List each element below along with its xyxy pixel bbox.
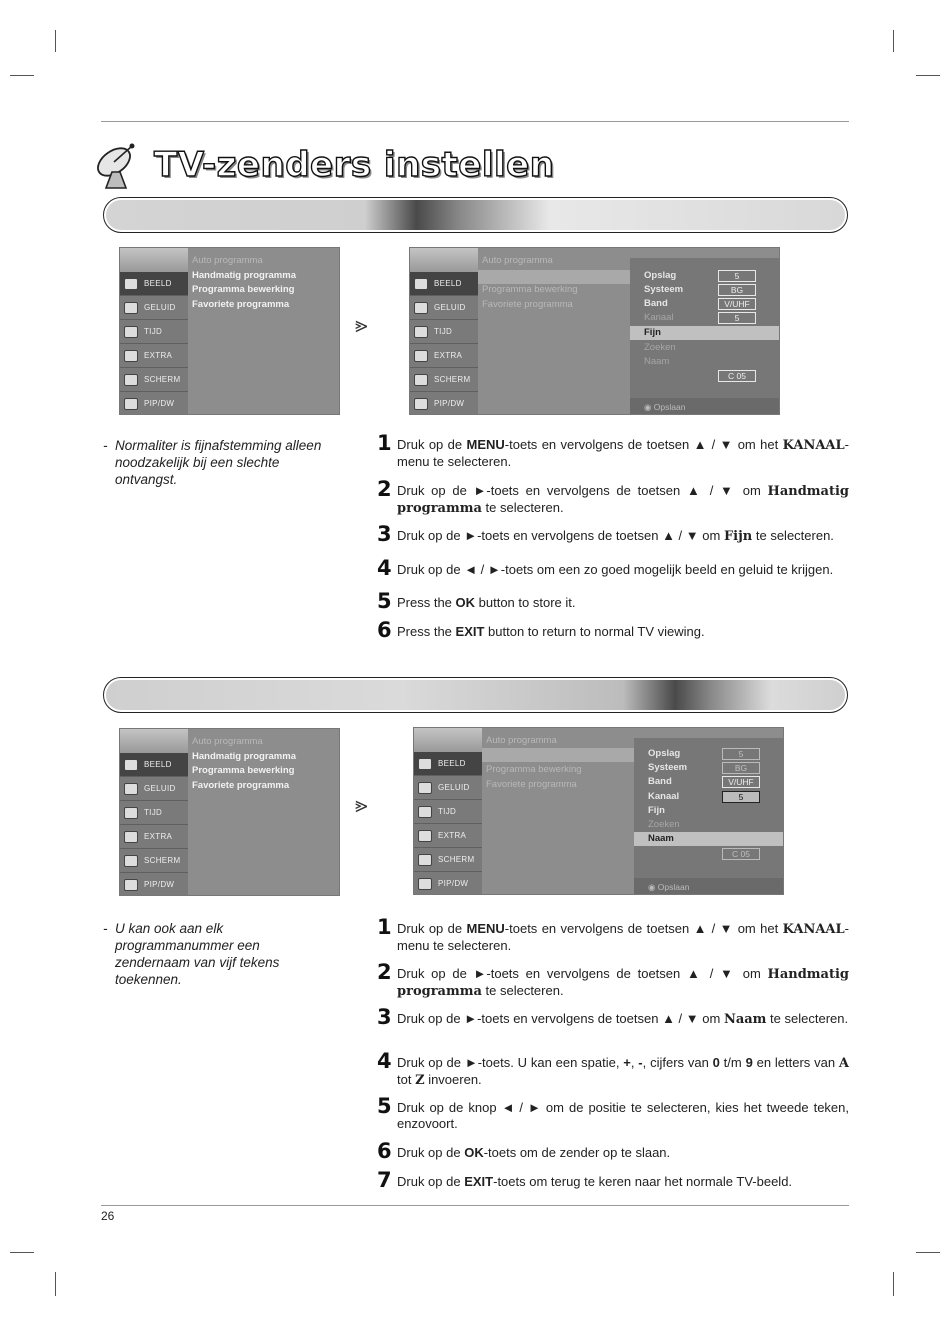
sidebar-item-pipdw: PIP/DW <box>120 873 188 896</box>
menu-item-favoriete-programma: Favoriete programma <box>482 298 573 310</box>
menu-item-favoriete-programma: Favoriete programma <box>192 779 290 791</box>
submenu-systeem: Systeem <box>644 284 684 295</box>
satellite-dish-icon <box>92 138 144 192</box>
step-1: 1 Druk op de MENU-toets en vervolgens de toetsen ▲ / ▼ om het KANAAL-menu te selecteren. <box>377 915 849 953</box>
menu-item-auto-programma: Auto programma <box>192 255 263 266</box>
opslag-value: 5 <box>718 270 756 282</box>
sidebar-item-pipdw: PIP/DW <box>410 392 478 415</box>
wrench-icon <box>414 350 428 362</box>
band-value: V/UHF <box>722 776 760 788</box>
sidebar-item-pipdw: PIP/DW <box>414 872 482 895</box>
menu-item-programma-bewerking: Programma bewerking <box>482 284 578 295</box>
main-menu-list <box>486 734 582 792</box>
menu-sidebar <box>120 248 188 414</box>
page-title: TV-zenders instellen <box>154 145 555 185</box>
tv-submenu-screenshot <box>413 727 784 895</box>
menu-item-programma-bewerking: Programma bewerking <box>192 765 295 776</box>
crop-mark <box>55 30 56 52</box>
sidebar-item-tijd: TIJD <box>120 801 188 825</box>
bottom-rule <box>101 1205 849 1206</box>
clock-icon <box>418 806 432 818</box>
speaker-icon <box>414 302 428 314</box>
pip-icon <box>124 398 138 410</box>
menu-item-favoriete-programma: Favoriete programma <box>192 298 290 310</box>
sidebar-item-geluid: GELUID <box>410 296 478 320</box>
menu-item-auto-programma: Auto programma <box>482 255 553 266</box>
systeem-value: BG <box>718 284 756 296</box>
sidebar-item-beeld: BEELD <box>120 272 188 296</box>
sidebar-item-scherm: SCHERM <box>414 848 482 872</box>
submenu-opslag: Opslag <box>644 270 677 281</box>
pip-icon <box>418 878 432 890</box>
submenu-fijn: Fijn <box>644 327 661 338</box>
next-arrow: ⪢ <box>355 313 368 338</box>
sidebar-item-pipdw: PIP/DW <box>120 392 188 415</box>
section-banner <box>103 197 848 233</box>
save-bar: ◉ Opslaan <box>630 398 780 415</box>
crop-mark <box>55 1272 56 1296</box>
screen-icon <box>124 374 138 386</box>
menu-sidebar <box>414 728 482 894</box>
sidebar-item-scherm: SCHERM <box>120 368 188 392</box>
submenu-fijn: Fijn <box>648 805 665 816</box>
submenu-naam: Naam <box>644 356 670 367</box>
main-menu-list <box>192 254 296 312</box>
crop-mark <box>10 75 34 76</box>
kanaal-value: 5 <box>718 312 756 324</box>
pip-icon <box>414 398 428 410</box>
sidebar-item-extra: EXTRA <box>410 344 478 368</box>
sidebar-item-tijd: TIJD <box>410 320 478 344</box>
crop-mark <box>893 1272 894 1296</box>
submenu-naam: Naam <box>648 833 674 844</box>
sidebar-item-beeld: BEELD <box>414 752 482 776</box>
menu-item-handmatig-programma: Handmatig programma <box>192 269 296 281</box>
picture-icon <box>124 759 138 771</box>
systeem-value: BG <box>722 762 760 774</box>
sidebar-item-scherm: SCHERM <box>120 849 188 873</box>
submenu-opslag: Opslag <box>648 748 681 759</box>
section-banner <box>103 677 848 713</box>
step-2: 2 Druk op de ►-toets en vervolgens de toetsen ▲ / ▼ om Handmatig programma te selecteren. <box>377 960 849 999</box>
sidebar-item-tijd: TIJD <box>414 800 482 824</box>
main-menu-list <box>482 254 578 312</box>
step-1: 1 Druk op de MENU-toets en vervolgens de toetsen ▲ / ▼ om het KANAAL-menu te selecteren. <box>377 431 849 469</box>
submenu-zoeken: Zoeken <box>648 819 680 830</box>
menu-item-programma-bewerking: Programma bewerking <box>192 284 295 295</box>
menu-item-handmatig-programma <box>482 269 578 284</box>
sidebar-item-scherm: SCHERM <box>410 368 478 392</box>
menu-sidebar <box>410 248 478 414</box>
next-arrow: ⪢ <box>355 793 368 818</box>
screen-icon <box>124 855 138 867</box>
page-header <box>92 138 554 192</box>
menu-item-handmatig-programma: Handmatig programma <box>192 750 296 762</box>
sidebar-item-extra: EXTRA <box>120 344 188 368</box>
picture-icon <box>124 278 138 290</box>
crop-mark <box>10 1252 34 1253</box>
crop-mark <box>893 30 894 52</box>
step-4: 4 Druk op de ◄ / ►-toets om een zo goed mogelijk beeld en geluid te krijgen. <box>377 556 834 580</box>
submenu-systeem: Systeem <box>648 762 688 773</box>
naam-value: C 05 <box>722 848 760 860</box>
speaker-icon <box>418 782 432 794</box>
step-7: 7 Druk op de EXIT-toets om terug te keren naar het normale TV-beeld. <box>377 1168 793 1192</box>
tv-menu-screenshot <box>119 247 340 415</box>
page-number: 26 <box>101 1209 115 1223</box>
opslag-value: 5 <box>722 748 760 760</box>
submenu-panel <box>634 738 784 895</box>
submenu-zoeken: Zoeken <box>644 342 676 353</box>
tv-submenu-screenshot <box>409 247 780 415</box>
submenu-kanaal: Kanaal <box>648 791 680 802</box>
screen-icon <box>414 374 428 386</box>
sidebar-item-tijd: TIJD <box>120 320 188 344</box>
crop-mark <box>916 75 940 76</box>
submenu-band: Band <box>644 298 668 309</box>
submenu-panel <box>630 258 780 415</box>
menu-item-programma-bewerking: Programma bewerking <box>486 764 582 775</box>
submenu-kanaal: Kanaal <box>644 312 674 323</box>
crop-mark <box>916 1252 940 1253</box>
step-6: 6 Druk op de OK-toets om de zender op te slaan. <box>377 1139 671 1163</box>
tv-menu-screenshot <box>119 728 340 896</box>
speaker-icon <box>124 783 138 795</box>
top-rule <box>101 121 849 122</box>
sidebar-item-geluid: GELUID <box>414 776 482 800</box>
wrench-icon <box>124 831 138 843</box>
sidebar-item-geluid: GELUID <box>120 777 188 801</box>
clock-icon <box>124 807 138 819</box>
step-6: 6 Press the EXIT button to return to normal TV viewing. <box>377 618 705 642</box>
menu-item-favoriete-programma: Favoriete programma <box>486 778 577 790</box>
step-3: 3 Druk op de ►-toets en vervolgens de toetsen ▲ / ▼ om Fijn te selecteren. <box>377 522 834 546</box>
submenu-band: Band <box>648 776 672 787</box>
screen-icon <box>418 854 432 866</box>
step-2: 2 Druk op de ►-toets en vervolgens de toetsen ▲ / ▼ om Handmatig programma te selecteren. <box>377 477 849 516</box>
step-3: 3 Druk op de ►-toets en vervolgens de toetsen ▲ / ▼ om Naam te selecteren. <box>377 1005 849 1029</box>
clock-icon <box>124 326 138 338</box>
sidebar-item-extra: EXTRA <box>120 825 188 849</box>
sidebar-item-beeld: BEELD <box>120 753 188 777</box>
step-5: 5 Druk op de knop ◄ / ► om de positie te selecteren, kies het tweede teken, enzovoort. <box>377 1094 849 1131</box>
wrench-icon <box>124 350 138 362</box>
section1-note: - Normaliter is fijnafstemming alleen noodzakelijk bij een slechte ontvangst. <box>103 438 322 487</box>
sidebar-item-beeld: BEELD <box>410 272 478 296</box>
kanaal-value: 5 <box>722 791 760 803</box>
clock-icon <box>414 326 428 338</box>
save-bar: ◉ Opslaan <box>634 878 784 895</box>
picture-icon <box>418 758 432 770</box>
main-menu-list <box>192 735 296 793</box>
sidebar-item-extra: EXTRA <box>414 824 482 848</box>
menu-sidebar <box>120 729 188 895</box>
step-4: 4 Druk op de ►-toets. U kan een spatie, +, -, cijfers van 0 t/m 9 en letters van A tot Z invoeren. <box>377 1049 849 1088</box>
speaker-icon <box>124 302 138 314</box>
band-value: V/UHF <box>718 298 756 310</box>
ok-icon: ◉ <box>648 882 658 892</box>
menu-item-auto-programma: Auto programma <box>192 736 263 747</box>
sidebar-item-geluid: GELUID <box>120 296 188 320</box>
naam-value: C 05 <box>718 370 756 382</box>
ok-icon: ◉ <box>644 402 654 412</box>
pip-icon <box>124 879 138 891</box>
section2-note: - U kan ook aan elk programmanummer een zendernaam van vijf tekens toekennen. <box>103 921 280 987</box>
menu-item-handmatig-programma <box>486 749 582 764</box>
wrench-icon <box>418 830 432 842</box>
picture-icon <box>414 278 428 290</box>
menu-item-auto-programma: Auto programma <box>486 735 557 746</box>
step-5: 5 Press the OK button to store it. <box>377 589 576 613</box>
